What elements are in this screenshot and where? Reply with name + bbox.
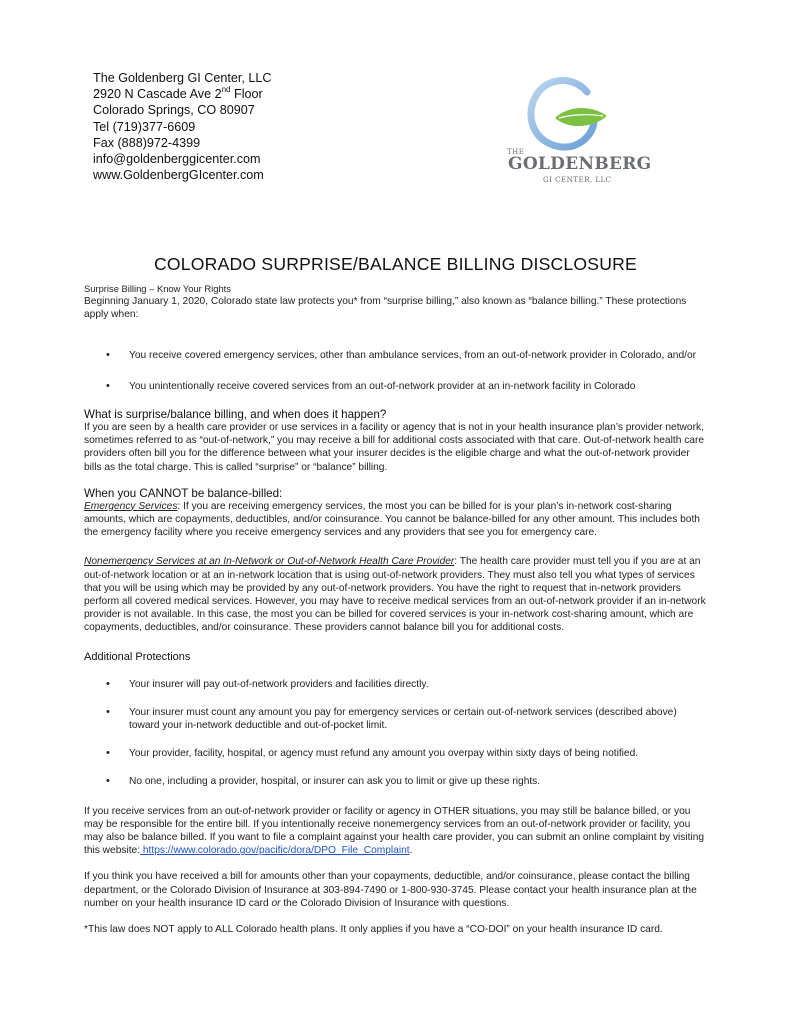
footnote: *This law does NOT apply to ALL Colorado health plans. It only applies if you have a “CO-DOI” on your health insurance ID card. (84, 924, 663, 936)
other-situations-text: If you receive services from an out-of-network provider or facility or agency in OTHER situations, you may still be balance billed, or you may be responsible for the entire bill. If you intentionally receive nonemergency services from an out-of-network provider or facility, you may also be balance billed. If you want to file a complaint against your health care provider, you can submit an online complaint by visiting this website: (84, 805, 705, 857)
intro-heading: Surprise Billing – Know Your Rights (84, 283, 231, 294)
list-item: • You unintentionally receive covered services from an out-of-network provider at an in-network facility in Colorado (84, 380, 708, 393)
logo-mark-icon (495, 74, 645, 154)
billing-contact-paragraph (84, 870, 708, 910)
fax-line: Fax (888)972-4399 (93, 135, 201, 150)
tel-line: Tel (719)377-6609 (93, 119, 196, 134)
website-line: www.GoldenbergGIcenter.com (93, 168, 264, 183)
intro-bullet-list (84, 349, 708, 393)
address-floor: Floor (230, 87, 263, 102)
address-superscript: nd (221, 85, 231, 95)
billing-contact-text: If you think you have received a bill for amounts other than your copayments, deductible, and/or coinsurance, please contact the billing department, or the Colorado Division of Insurance at 303-894-7490 or 1-800-930-3745. Please contact your health insurance plan at the number on your health insurance ID card (84, 871, 697, 909)
document-title: COLORADO SURPRISE/BALANCE BILLING DISCLOSURE (154, 254, 637, 274)
logo-sub-text: GI CENTER, LLC (543, 175, 612, 184)
list-item: • No one, including a provider, hospital, or insurer can ask you to limit or give up these rights. (84, 775, 708, 788)
emergency-paragraph (84, 500, 708, 540)
address-text: 2920 N Cascade Ave 2 (93, 87, 222, 102)
document-body (84, 282, 708, 936)
logo-name-text: GOLDENBERG (508, 154, 652, 174)
section-heading-additional: Additional Protections (84, 650, 191, 663)
additional-bullet-list (84, 678, 708, 789)
emergency-label: Emergency Services (84, 500, 178, 512)
company-name: The Goldenberg GI Center, LLC (93, 71, 272, 85)
emergency-text: : If you are receiving emergency services, the most you can be billed for is your plan’s in-network cost-sharing amounts, which are copayments, deductibles, and/or coinsurance. You cannot be balance-billed for any other amount. This includes both the emergency facility where you receive emergency services and any providers that see you for emergency care. (84, 500, 700, 539)
address-line (93, 86, 272, 102)
other-situations-paragraph (84, 805, 708, 858)
goldenberg-logo (495, 74, 652, 192)
list-item: • Your insurer must count any amount you pay for emergency services or certain out-of-network services (described above) toward your in-network deductible and out-of-pocket limit. (84, 706, 708, 732)
what-is-text: If you are seen by a health care provider or use services in a facility or agency that is not in your health insurance plan’s provider network, sometimes referred to as “out-of-network,” you may receive a bill for additional costs associated with that care. Out-of-network health care providers often bill you for the difference between what your insurer decides is the eligible charge and what the out-of-network provider bills as the total charge. This is called “surprise” or “balance” billing. (84, 422, 705, 473)
or-italic: or (271, 897, 281, 909)
list-item: • Your insurer will pay out-of-network providers and facilities directly. (84, 678, 708, 691)
complaint-link[interactable]: https://www.colorado.gov/pacific/dora/DPO_File_Complaint (140, 845, 410, 857)
period: . (409, 845, 413, 857)
nonemergency-text: : The health care provider must tell you if you are at an out-of-network location or at an in-network location that is using out-of-network providers. They must also tell you what types of services that you will be using which may be provided by any out-of-network providers. You have the right to request that in-network providers perform all covered medical services. However, you may have to receive medical services from an out-of-network provider if an in-network provider is not available. In this case, the most you can be billed for covered services is your in-network cost-sharing amount, which are copayments, deductibles, and/or coinsurance. These providers cannot balance bill you for additional costs. (84, 556, 706, 634)
billing-contact-end: the Colorado Division of Insurance with questions. (280, 897, 510, 909)
contact-block (93, 70, 272, 183)
logo-the-text: THE (507, 148, 525, 156)
nonemergency-label: Nonemergency Services at an In-Network or Out-of-Network Health Care Provider (84, 556, 455, 568)
email-line: info@goldenberggicenter.com (93, 152, 261, 167)
section-heading-cannot: When you CANNOT be balance-billed: (84, 486, 283, 500)
intro-text: Beginning January 1, 2020, Colorado state law protects you* from “surprise billing,” also known as “balance billing.” These protections apply when: (84, 296, 687, 321)
city-line: Colorado Springs, CO 80907 (93, 103, 255, 118)
nonemergency-paragraph (84, 555, 708, 634)
list-item: • Your provider, facility, hospital, or agency must refund any amount you overpay within sixty days of being notified. (84, 747, 708, 760)
section-heading-what-is: What is surprise/balance billing, and when does it happen? (84, 408, 387, 422)
list-item: • You receive covered emergency services, other than ambulance services, from an out-of-network provider in Colorado, and/or (84, 349, 708, 362)
